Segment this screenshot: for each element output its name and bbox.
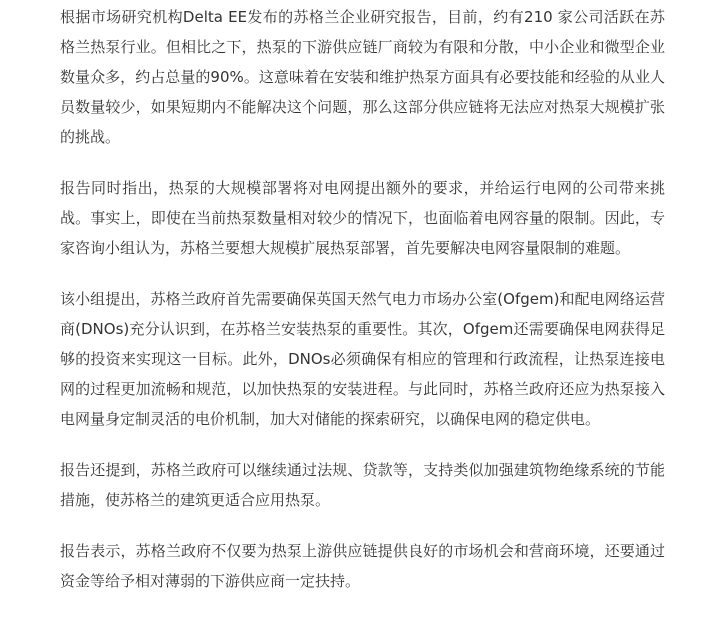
paragraph-downstream-support: 报告表示，苏格兰政府不仅要为热泵上游供应链提供良好的市场机会和营商环境，还要通过资金等给予相对薄弱的下游供应商一定扶持。 [60,542,665,590]
paragraph-regulations-loans: 报告还提到，苏格兰政府可以继续通过法规、贷款等，支持类似加强建筑物绝缘系统的节能措施，使苏格兰的建筑更适合应用热泵。 [60,461,665,509]
article-body [60,0,665,617]
paragraph-ofgem-dnos: 该小组提出，苏格兰政府首先需要确保英国天然气电力市场办公室(Ofgem)和配电网络运营商(DNOs)充分认识到，在苏格兰安装热泵的重要性。其次，Ofgem还需要确保电网获得足够的投资来实现这一目标。此外，DNOs必须确保有相应的管理和行政流程，让热泵连接电网的过程更加流畅和规范，以加快热泵的安装进程。与此同时，苏格兰政府还应为热泵接入电网量身定制灵活的电价机制，加大对储能的探索研究，以确保电网的稳定供电。 [60,290,665,428]
paragraph-grid-challenge: 报告同时指出，热泵的大规模部署将对电网提出额外的要求，并给运行电网的公司带来挑战。事实上，即使在当前热泵数量相对较少的情况下，也面临着电网容量的限制。因此，专家咨询小组认为，苏格兰要想大规模扩展热泵部署，首先要解决电网容量限制的难题。 [60,179,665,257]
paragraph-supply-chain: 根据市场研究机构Delta EE发布的苏格兰企业研究报告，目前，约有210 家公司活跃在苏格兰热泵行业。但相比之下，热泵的下游供应链厂商较为有限和分散，中小企业和微型企业数量众多，约占总量的90%。这意味着在安装和维护热泵方面具有必要技能和经验的从业人员数量较少，如果短期内不能解决这个问题，那么这部分供应链将无法应对热泵大规模扩张的挑战。 [60,8,665,146]
